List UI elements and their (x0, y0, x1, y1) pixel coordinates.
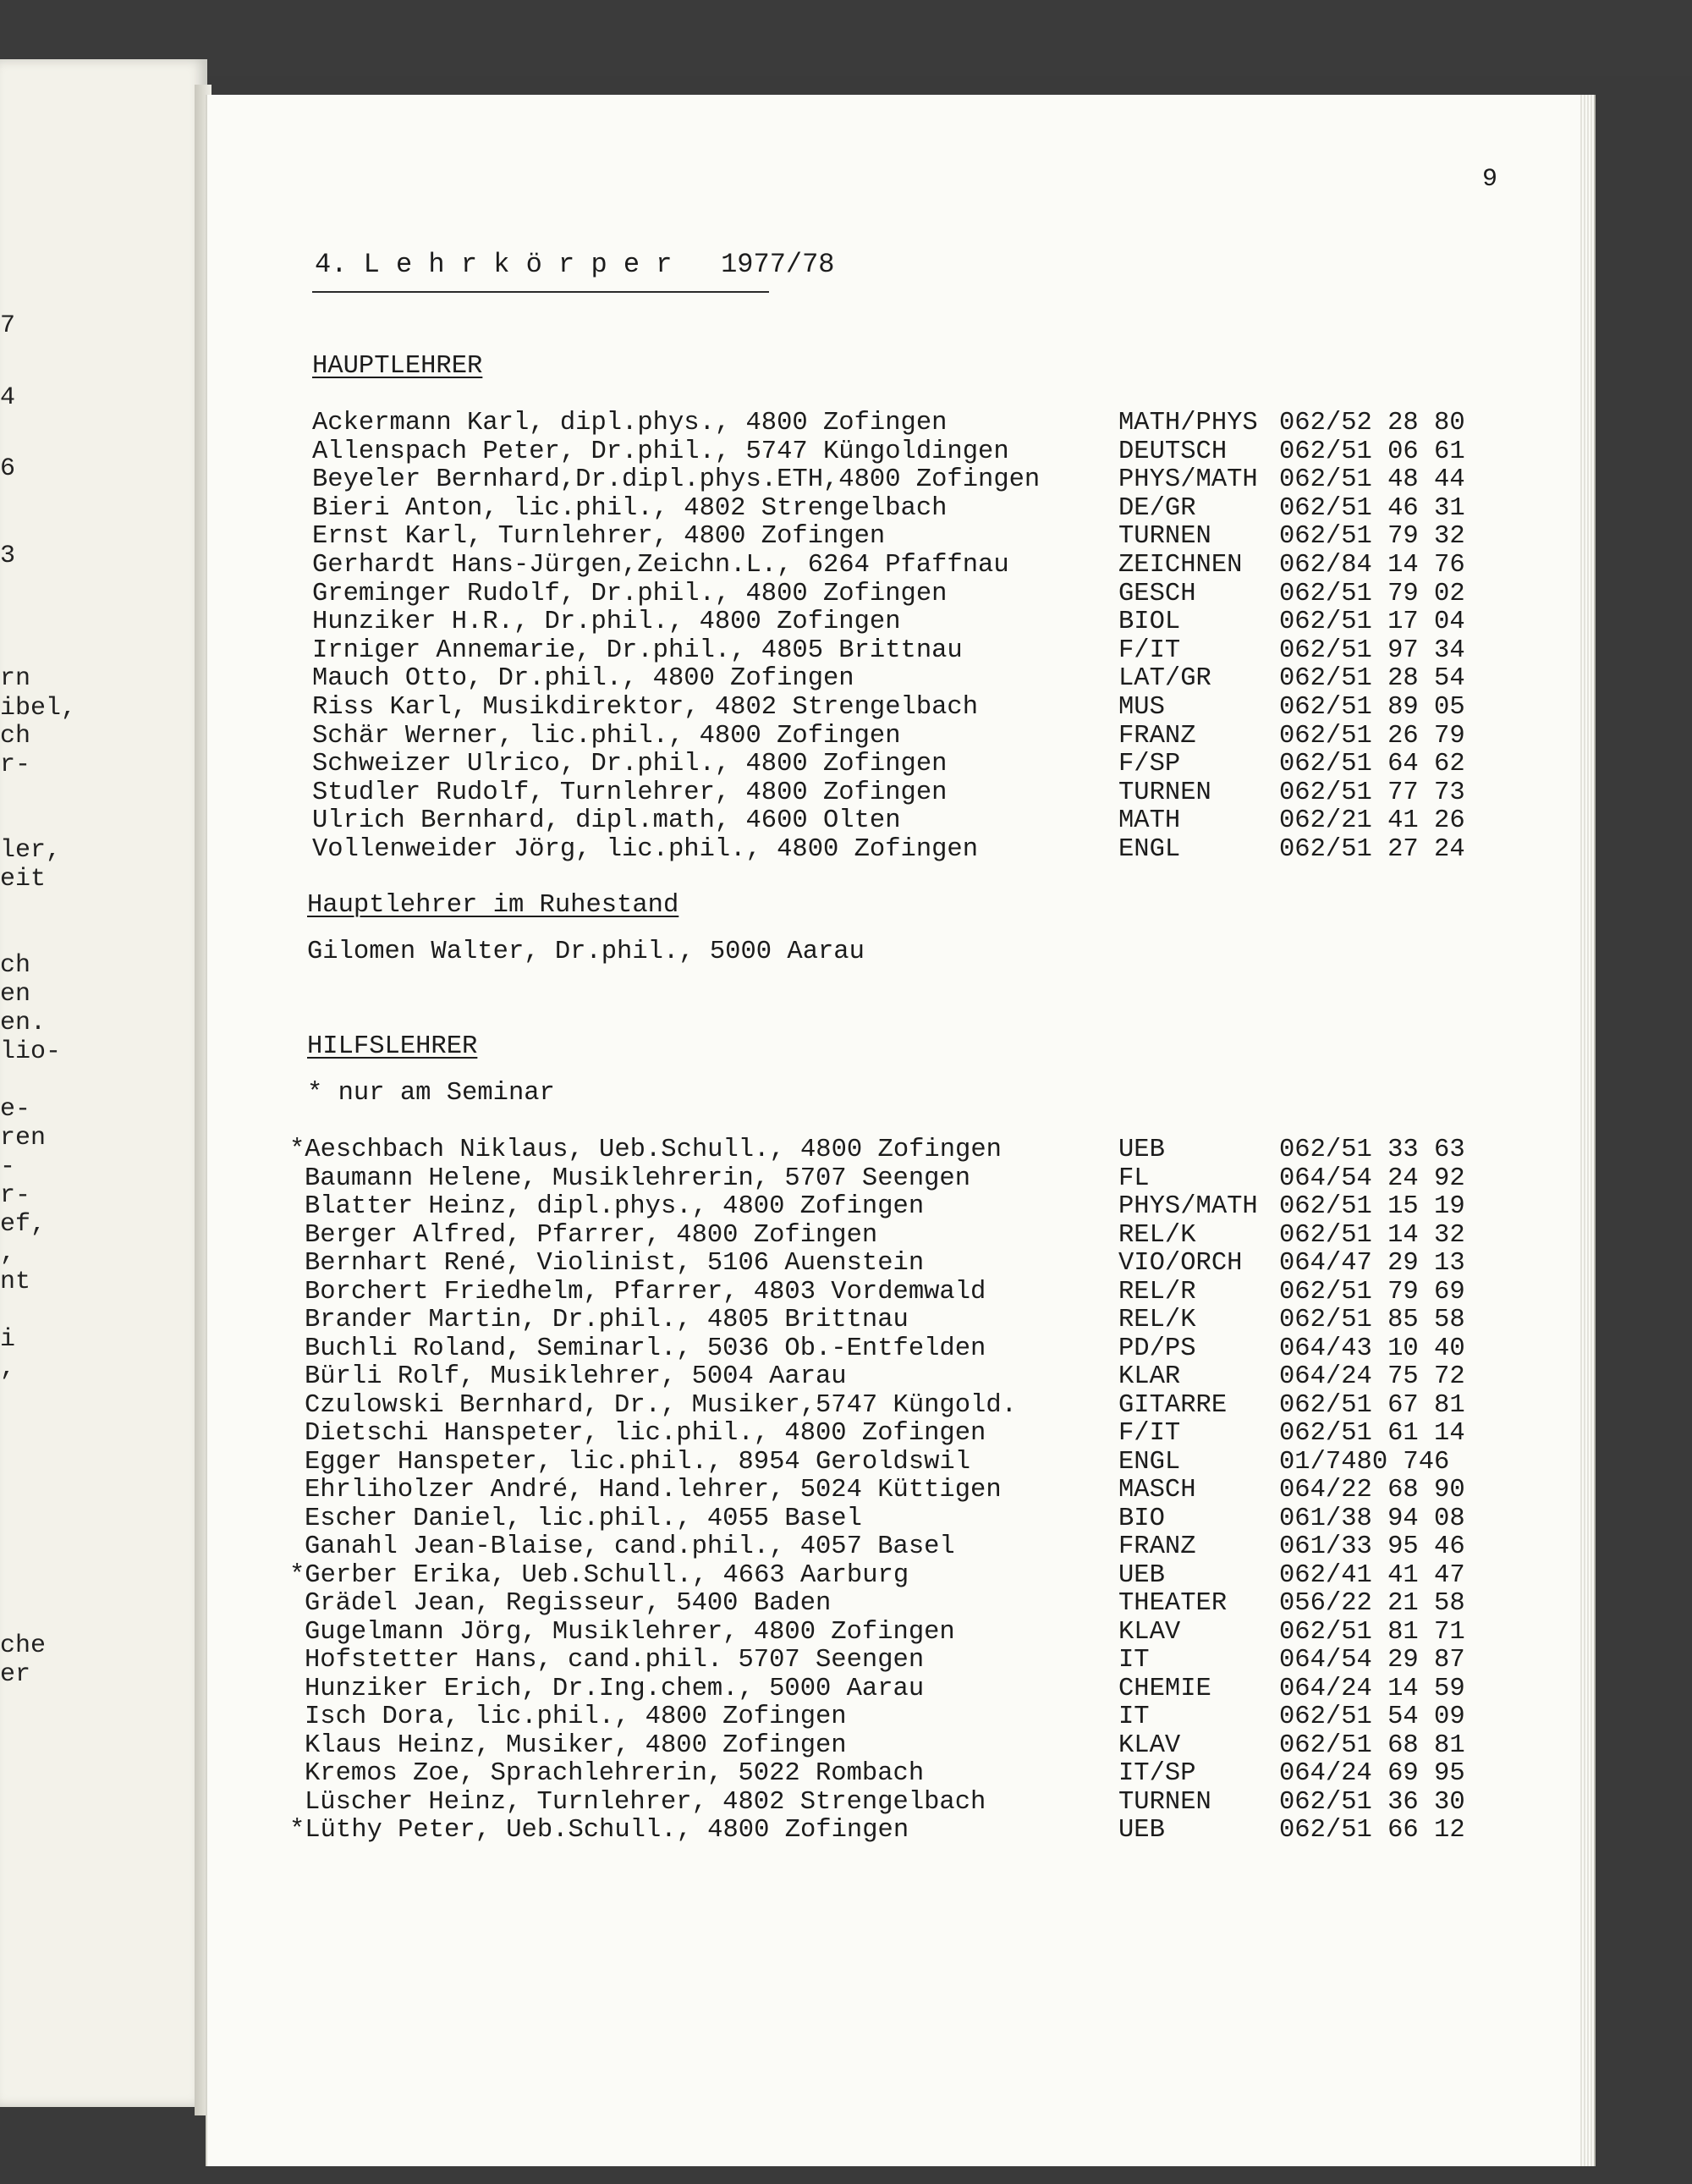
teacher-subject: MATH (1118, 806, 1181, 836)
teacher-phone: 064/54 24 92 (1279, 1164, 1465, 1193)
teacher-subject: REL/K (1118, 1306, 1196, 1334)
teacher-name: Schär Werner, lic.phil., 4800 Zofingen (312, 721, 901, 751)
table-row (207, 751, 1586, 780)
teacher-name: Bernhart René, Violinist, 5106 Auenstein (305, 1249, 925, 1278)
table-row (207, 1220, 1586, 1252)
teacher-subject: ENGL (1118, 835, 1181, 864)
teacher-name: Kremos Zoe, Sprachlehrerin, 5022 Rombach (305, 1759, 925, 1788)
teacher-subject: UEB (1118, 1560, 1165, 1590)
teacher-subject: TURNEN (1118, 522, 1211, 552)
teacher-subject: IT (1118, 1646, 1150, 1675)
left-page-fragment: ch (0, 722, 31, 751)
left-page-fragment: en. (0, 1009, 47, 1037)
teacher-phone: 062/51 27 24 (1279, 835, 1465, 864)
teacher-name: *Lüthy Peter, Ueb.Schull., 4800 Zofingen (289, 1816, 909, 1845)
teacher-phone: 064/22 68 90 (1279, 1476, 1465, 1505)
table-row (207, 493, 1586, 525)
table-row (207, 1730, 1586, 1762)
teacher-name: Borchert Friedhelm, Pfarrer, 4803 Vordemwald (305, 1277, 986, 1307)
ruhestand-entry: Gilomen Walter, Dr.phil., 5000 Aarau (307, 938, 865, 966)
teacher-subject: ZEICHNEN (1118, 551, 1243, 580)
page-heading: 4. L e h r k ö r p e r 1977/78 (315, 249, 835, 280)
table-row (207, 1251, 1586, 1279)
teacher-phone: 064/43 10 40 (1279, 1334, 1465, 1363)
left-page-fragment: ef, (0, 1210, 47, 1239)
teacher-subject: VIO/ORCH (1118, 1249, 1243, 1278)
teacher-subject: LAT/GR (1118, 664, 1211, 694)
teacher-phone: 062/51 85 58 (1279, 1306, 1465, 1334)
teacher-name: Studler Rudolf, Turnlehrer, 4800 Zofingen (312, 778, 948, 807)
left-page-fragment: , (0, 1239, 16, 1268)
teacher-phone: 062/51 66 12 (1279, 1816, 1465, 1845)
teacher-phone: 062/52 28 80 (1279, 409, 1465, 437)
teacher-phone: 01/7480 746 (1279, 1447, 1450, 1477)
teacher-name: Gugelmann Jörg, Musiklehrer, 4800 Zofingen (305, 1617, 955, 1647)
teacher-phone: 062/51 81 71 (1279, 1617, 1465, 1647)
teacher-subject: ENGL (1118, 1447, 1181, 1477)
table-row (207, 837, 1586, 866)
teacher-phone: 062/51 36 30 (1279, 1787, 1465, 1817)
teacher-subject: KLAR (1118, 1362, 1181, 1391)
teacher-name: Riss Karl, Musikdirektor, 4802 Strengelbach (312, 693, 979, 722)
teacher-phone: 062/51 68 81 (1279, 1730, 1465, 1760)
teacher-name: Ehrliholzer André, Hand.lehrer, 5024 Küttigen (305, 1476, 1002, 1505)
left-page-edge (0, 59, 207, 2107)
teacher-phone: 062/51 79 32 (1279, 522, 1465, 552)
teacher-name: Ganahl Jean-Blaise, cand.phil., 4057 Basel (305, 1532, 955, 1561)
table-row (207, 1421, 1586, 1450)
teacher-phone: 062/41 41 47 (1279, 1560, 1465, 1590)
teacher-subject: GESCH (1118, 579, 1196, 608)
teacher-phone: 064/47 29 13 (1279, 1249, 1465, 1278)
table-row (207, 695, 1586, 723)
table-row (207, 1787, 1586, 1818)
scanner-background (0, 0, 1692, 76)
teacher-name: Berger Alfred, Pfarrer, 4800 Zofingen (305, 1220, 878, 1250)
left-page-fragment: r- (0, 1181, 31, 1210)
teacher-subject: PD/PS (1118, 1334, 1196, 1363)
teacher-subject: MATH/PHYS (1118, 409, 1258, 437)
teacher-phone: 056/22 21 58 (1279, 1589, 1465, 1618)
teacher-name: Bieri Anton, lic.phil., 4802 Strengelbach (312, 493, 948, 523)
teacher-phone: 062/21 41 26 (1279, 806, 1465, 836)
table-row (207, 1166, 1586, 1195)
table-row (207, 1560, 1586, 1592)
table-row (207, 1336, 1586, 1365)
page-stack-edge (1580, 95, 1596, 2166)
teacher-subject: DE/GR (1118, 493, 1196, 523)
heading-underline (312, 291, 769, 293)
teacher-subject: F/IT (1118, 635, 1181, 665)
teacher-subject: KLAV (1118, 1730, 1181, 1760)
teacher-subject: IT (1118, 1703, 1150, 1731)
teacher-name: *Aeschbach Niklaus, Ueb.Schull., 4800 Zofingen (289, 1136, 1002, 1164)
table-row (207, 609, 1586, 638)
table-row (207, 1390, 1586, 1422)
teacher-name: Buchli Roland, Seminarl., 5036 Ob.-Entfelden (305, 1334, 986, 1363)
table-row (207, 1279, 1586, 1308)
teacher-subject: TURNEN (1118, 778, 1211, 807)
teacher-phone: 064/24 69 95 (1279, 1759, 1465, 1788)
teacher-phone: 062/51 77 73 (1279, 778, 1465, 807)
table-row (207, 1137, 1586, 1166)
teacher-name: Escher Daniel, lic.phil., 4055 Basel (305, 1504, 862, 1533)
left-page-fragment: 4 (0, 383, 16, 412)
teacher-name: Greminger Rudolf, Dr.phil., 4800 Zofingen (312, 579, 948, 608)
teacher-name: Brander Martin, Dr.phil., 4805 Brittnau (305, 1306, 909, 1334)
left-page-fragment: e- (0, 1095, 31, 1124)
teacher-phone: 062/51 06 61 (1279, 437, 1465, 466)
left-page-fragment: , (0, 1354, 16, 1383)
table-row (207, 666, 1586, 695)
teacher-subject: FRANZ (1118, 1532, 1196, 1561)
teacher-name: Hofstetter Hans, cand.phil. 5707 Seengen (305, 1646, 925, 1675)
table-row (207, 780, 1586, 809)
teacher-phone: 062/51 79 69 (1279, 1277, 1465, 1307)
teacher-phone: 062/51 79 02 (1279, 579, 1465, 608)
table-row (207, 1307, 1586, 1336)
table-row (207, 1534, 1586, 1563)
teacher-subject: F/IT (1118, 1419, 1181, 1448)
teacher-subject: REL/R (1118, 1277, 1196, 1307)
teacher-phone: 064/24 14 59 (1279, 1674, 1465, 1703)
teacher-phone: 062/51 54 09 (1279, 1703, 1465, 1731)
teacher-subject: CHEMIE (1118, 1674, 1211, 1703)
left-page-fragment: 6 (0, 454, 16, 483)
teacher-phone: 062/51 64 62 (1279, 750, 1465, 779)
left-page-fragment: lio- (0, 1037, 62, 1066)
teacher-name: *Gerber Erika, Ueb.Schull., 4663 Aarburg (289, 1560, 909, 1590)
table-row (207, 1477, 1586, 1506)
teacher-subject: PHYS/MATH (1118, 1192, 1258, 1221)
teacher-subject: MASCH (1118, 1476, 1196, 1505)
teacher-phone: 062/51 89 05 (1279, 693, 1465, 722)
teacher-name: Blatter Heinz, dipl.phys., 4800 Zofingen (305, 1192, 925, 1221)
table-row (207, 1364, 1586, 1393)
teacher-phone: 062/51 46 31 (1279, 493, 1465, 523)
teacher-subject: FL (1118, 1164, 1150, 1193)
table-row (207, 524, 1586, 553)
teacher-phone: 062/51 26 79 (1279, 721, 1465, 751)
teacher-subject: FRANZ (1118, 721, 1196, 751)
table-row (207, 1818, 1586, 1846)
teacher-phone: 062/51 61 14 (1279, 1419, 1465, 1448)
left-page-fragment: ler, (0, 836, 62, 865)
teacher-phone: 062/51 28 54 (1279, 664, 1465, 694)
table-row (207, 581, 1586, 610)
table-row (207, 1704, 1586, 1733)
table-row (207, 1506, 1586, 1535)
teacher-name: Bürli Rolf, Musiklehrer, 5004 Aarau (305, 1362, 847, 1391)
teacher-subject: PHYS/MATH (1118, 465, 1258, 495)
teacher-phone: 061/38 94 08 (1279, 1504, 1465, 1533)
teacher-name: Irniger Annemarie, Dr.phil., 4805 Brittnau (312, 635, 963, 665)
teacher-subject: F/SP (1118, 750, 1181, 779)
section-title-ruhestand: Hauptlehrer im Ruhestand (307, 891, 679, 920)
table-row (207, 635, 1586, 667)
teacher-name: Ulrich Bernhard, dipl.math, 4600 Olten (312, 806, 901, 836)
teacher-name: Gerhardt Hans-Jürgen,Zeichn.L., 6264 Pfaffnau (312, 551, 1009, 580)
page-number: 9 (1482, 165, 1498, 194)
teacher-phone: 064/24 75 72 (1279, 1362, 1465, 1391)
table-row (207, 1761, 1586, 1790)
teacher-phone: 062/51 97 34 (1279, 635, 1465, 665)
table-row (207, 1676, 1586, 1705)
teacher-subject: THEATER (1118, 1589, 1228, 1618)
teacher-subject: IT/SP (1118, 1759, 1196, 1788)
teacher-name: Klaus Heinz, Musiker, 4800 Zofingen (305, 1730, 847, 1760)
teacher-phone: 064/54 29 87 (1279, 1646, 1465, 1675)
left-page-fragment: nt (0, 1268, 31, 1296)
teacher-phone: 062/51 48 44 (1279, 465, 1465, 495)
table-row (207, 808, 1586, 837)
table-row (207, 723, 1586, 752)
left-page-fragment: ch (0, 951, 31, 980)
teacher-name: Mauch Otto, Dr.phil., 4800 Zofingen (312, 664, 854, 694)
teacher-phone: 062/51 17 04 (1279, 608, 1465, 637)
teacher-subject: KLAV (1118, 1617, 1181, 1647)
teacher-name: Ernst Karl, Turnlehrer, 4800 Zofingen (312, 522, 886, 552)
left-page-fragment: ibel, (0, 694, 77, 723)
teacher-name: Allenspach Peter, Dr.phil., 5747 Küngoldingen (312, 437, 1009, 466)
table-row (207, 467, 1586, 496)
teacher-subject: BIO (1118, 1504, 1165, 1533)
teacher-name: Dietschi Hanspeter, lic.phil., 4800 Zofingen (305, 1419, 986, 1448)
teacher-name: Isch Dora, lic.phil., 4800 Zofingen (305, 1703, 847, 1731)
teacher-name: Ackermann Karl, dipl.phys., 4800 Zofingen (312, 409, 948, 437)
teacher-subject: GITARRE (1118, 1390, 1228, 1420)
left-page-fragment: - (0, 1153, 16, 1181)
left-page-fragment: 7 (0, 311, 16, 340)
teacher-subject: REL/K (1118, 1220, 1196, 1250)
teacher-name: Hunziker H.R., Dr.phil., 4800 Zofingen (312, 608, 901, 637)
teacher-name: Lüscher Heinz, Turnlehrer, 4802 Strengelbach (305, 1787, 986, 1817)
table-row (207, 410, 1586, 439)
table-row (207, 1447, 1586, 1478)
teacher-phone: 061/33 95 46 (1279, 1532, 1465, 1561)
teacher-subject: UEB (1118, 1136, 1165, 1164)
table-row (207, 1194, 1586, 1223)
left-page-fragment: er (0, 1660, 31, 1689)
teacher-subject: DEUTSCH (1118, 437, 1228, 466)
left-page-fragment: 3 (0, 542, 16, 570)
left-page-fragment: en (0, 980, 31, 1009)
left-page-fragment: ren (0, 1124, 47, 1153)
table-row (207, 1591, 1586, 1620)
teacher-name: Beyeler Bernhard,Dr.dipl.phys.ETH,4800 Zofingen (312, 465, 1041, 495)
left-page-fragment: r- (0, 751, 31, 779)
left-page-fragment: eit (0, 865, 47, 894)
teacher-name: Hunziker Erich, Dr.Ing.chem., 5000 Aarau (305, 1674, 925, 1703)
table-row (207, 439, 1586, 468)
teacher-subject: MUS (1118, 693, 1165, 722)
teacher-subject: UEB (1118, 1816, 1165, 1845)
teacher-phone: 062/51 15 19 (1279, 1192, 1465, 1221)
left-page-fragment: che (0, 1631, 47, 1660)
teacher-subject: BIOL (1118, 608, 1181, 637)
section-title-hauptlehrer: HAUPTLEHRER (312, 352, 483, 381)
teacher-name: Vollenweider Jörg, lic.phil., 4800 Zofingen (312, 835, 979, 864)
table-row (207, 1617, 1586, 1648)
left-page-fragment: rn (0, 664, 31, 693)
teacher-phone: 062/84 14 76 (1279, 551, 1465, 580)
teacher-name: Baumann Helene, Musiklehrerin, 5707 Seengen (305, 1164, 971, 1193)
teacher-phone: 062/51 67 81 (1279, 1390, 1465, 1420)
hilfslehrer-note: * nur am Seminar (307, 1079, 555, 1108)
left-page-fragment: i (0, 1325, 16, 1354)
teacher-phone: 062/51 33 63 (1279, 1136, 1465, 1164)
document-page (206, 95, 1586, 2166)
teacher-name: Schweizer Ulrico, Dr.phil., 4800 Zofingen (312, 750, 948, 779)
teacher-phone: 062/51 14 32 (1279, 1220, 1465, 1250)
teacher-subject: TURNEN (1118, 1787, 1211, 1817)
section-title-hilfslehrer: HILFSLEHRER (307, 1032, 478, 1061)
teacher-name: Egger Hanspeter, lic.phil., 8954 Geroldswil (305, 1447, 971, 1477)
teacher-name: Czulowski Bernhard, Dr., Musiker,5747 Küngold. (305, 1390, 1017, 1420)
table-row (207, 553, 1586, 581)
teacher-name: Grädel Jean, Regisseur, 5400 Baden (305, 1589, 832, 1618)
table-row (207, 1648, 1586, 1676)
